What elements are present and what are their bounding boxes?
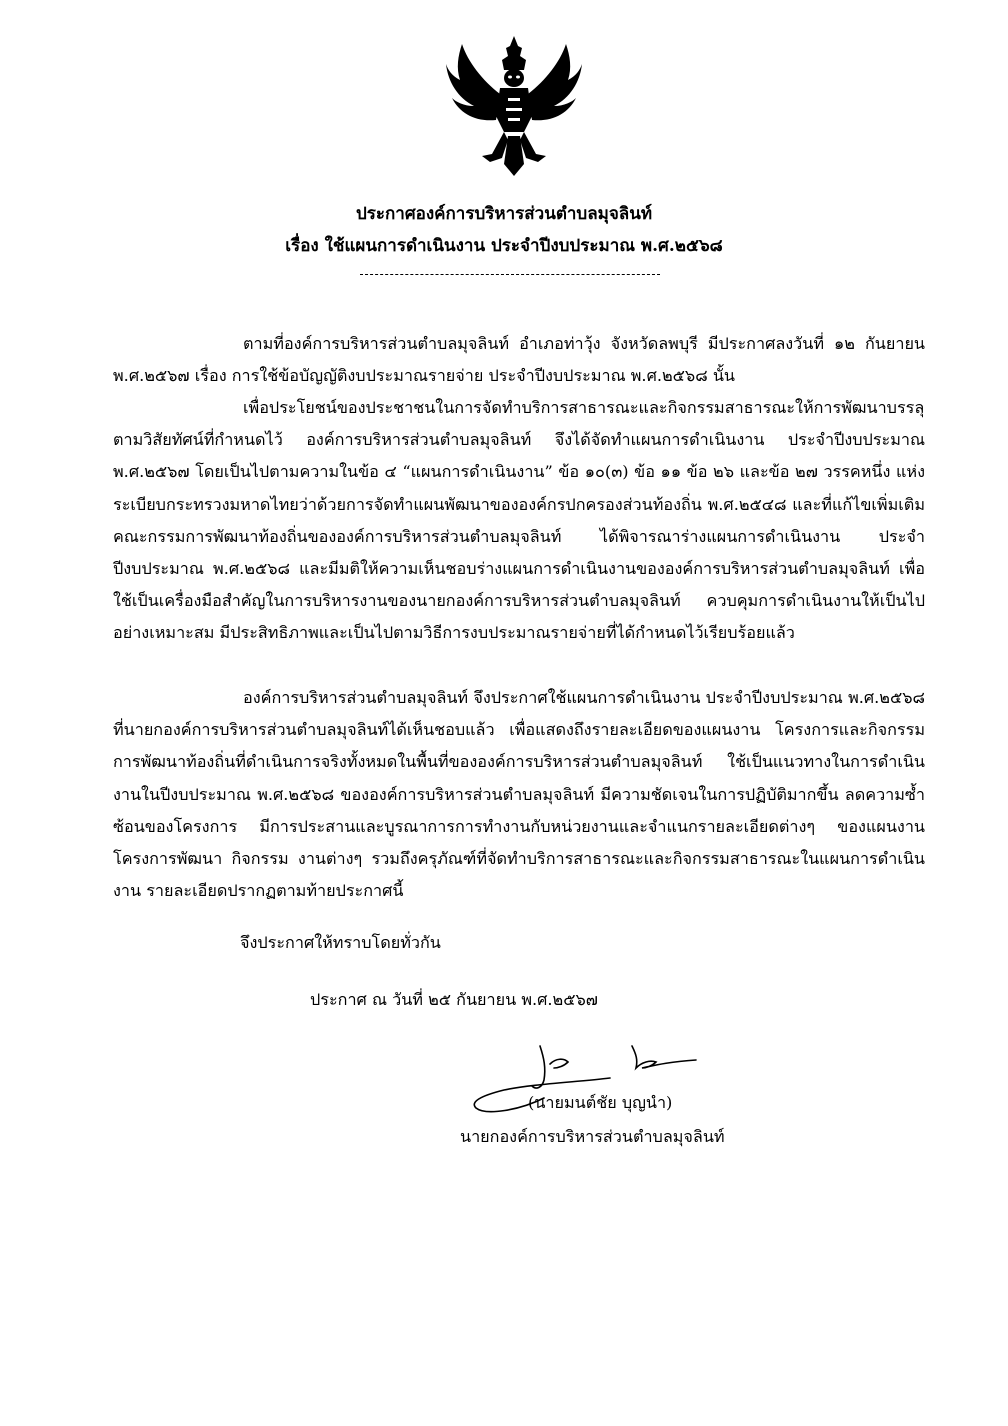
signatory-position: นายกองค์การบริหารส่วนตำบลมุจลินท์ <box>460 1127 725 1146</box>
paragraph-text: องค์การบริหารส่วนตำบลมุจลินท์ จึงประกาศใช้แผนการดำเนินงาน ประจำปีงบประมาณ พ.ศ.๒๕๖๘ ที่นายกองค์การบริหารส่วนตำบลมุจลินท์ได้เห็นชอบแล้ว เพื่อแสดงถึงรายละเอียดของแผนงาน โครงการและกิจกรรมการพัฒนาท้องถิ่นที่ดำเนินการจริงทั้งหมดในพื้นที่ขององค์การบริหารส่วนตำบลมุจลินท์ ใช้เป็นแนวทางในการดำเนินงานในปีงบประมาณ พ.ศ.๒๕๖๘ ขององค์การบริหารส่วนตำบลมุจลินท์ มีความชัดเจนในการปฏิบัติมากขึ้น ลดความซ้ำซ้อนของโครงการ มีการประสานและบูรณาการการทำงานกับหน่วยงานและจำแนกรายละเอียดต่างๆ ของแผนงาน โครงการพัฒนา กิจกรรม งานต่างๆ รวมถึงครุภัณฑ์ที่จัดทำบริการสาธารณะและกิจกรรมสาธารณะในแผนการดำเนินงาน รายละเอียดปรากฏตามท้ายประกาศนี้ <box>113 688 925 901</box>
body-paragraph-1 <box>113 328 925 392</box>
announcement-title: ประกาศองค์การบริหารส่วนตำบลมุจลินท์ <box>355 204 653 224</box>
paragraph-text: ตามที่องค์การบริหารส่วนตำบลมุจลินท์ อำเภอท่าวุ้ง จังหวัดลพบุรี มีประกาศลงวันที่ ๑๒ กันยายน พ.ศ.๒๕๖๗ เรื่อง การใช้ข้อบัญญัติงบประมาณรายจ่าย ประจำปีงบประมาณ พ.ศ.๒๕๖๘ นั้น <box>113 334 925 386</box>
announcement-date: ประกาศ ณ วันที่ ๒๕ กันยายน พ.ศ.๒๕๖๗ <box>310 990 598 1009</box>
announcement-subject: เรื่อง ใช้แผนการดำเนินงาน ประจำปีงบประมาณ พ.ศ.๒๕๖๘ <box>285 236 723 256</box>
closing-line: จึงประกาศให้ทราบโดยทั่วกัน <box>240 933 441 952</box>
body-paragraph-2 <box>113 392 925 650</box>
signatory-name: (นายมนต์ชัย บุญนำ) <box>528 1093 673 1112</box>
garuda-emblem-icon <box>446 36 582 176</box>
paragraph-text: เพื่อประโยชน์ของประชาชนในการจัดทำบริการสาธารณะและกิจกรรมสาธารณะให้การพัฒนาบรรลุตามวิสัยทัศน์ที่กำหนดไว้ องค์การบริหารส่วนตำบลมุจลินท์ จึงได้จัดทำแผนการดำเนินงาน ประจำปีงบประมาณ พ.ศ.๒๕๖๗ โดยเป็นไปตามความในข้อ ๔ “แผนการดำเนินงาน” ข้อ ๑๐(๓) ข้อ ๑๑ ข้อ ๒๖ และข้อ ๒๗ วรรคหนึ่ง แห่งระเบียบกระทรวงมหาดไทยว่าด้วยการจัดทำแผนพัฒนาขององค์กรปกครองส่วนท้องถิ่น พ.ศ.๒๕๔๘ และที่แก้ไขเพิ่มเติม คณะกรรมการพัฒนาท้องถิ่นขององค์การบริหารส่วนตำบลมุจลินท์ ได้พิจารณาร่างแผนการดำเนินงาน ประจำปีงบประมาณ พ.ศ.๒๕๖๘ และมีมติให้ความเห็นชอบร่างแผนการดำเนินงานขององค์การบริหารส่วนตำบลมุจลินท์ เพื่อใช้เป็นเครื่องมือสำคัญในการบริหารงานของนายกองค์การบริหารส่วนตำบลมุจลินท์ ควบคุมการดำเนินงานให้เป็นไปอย่างเหมาะสม มีประสิทธิภาพและเป็นไปตามวิธีการงบประมาณรายจ่ายที่ได้กำหนดไว้เรียบร้อยแล้ว <box>113 398 925 643</box>
body-paragraph-3 <box>113 682 925 907</box>
title-divider <box>360 274 660 275</box>
